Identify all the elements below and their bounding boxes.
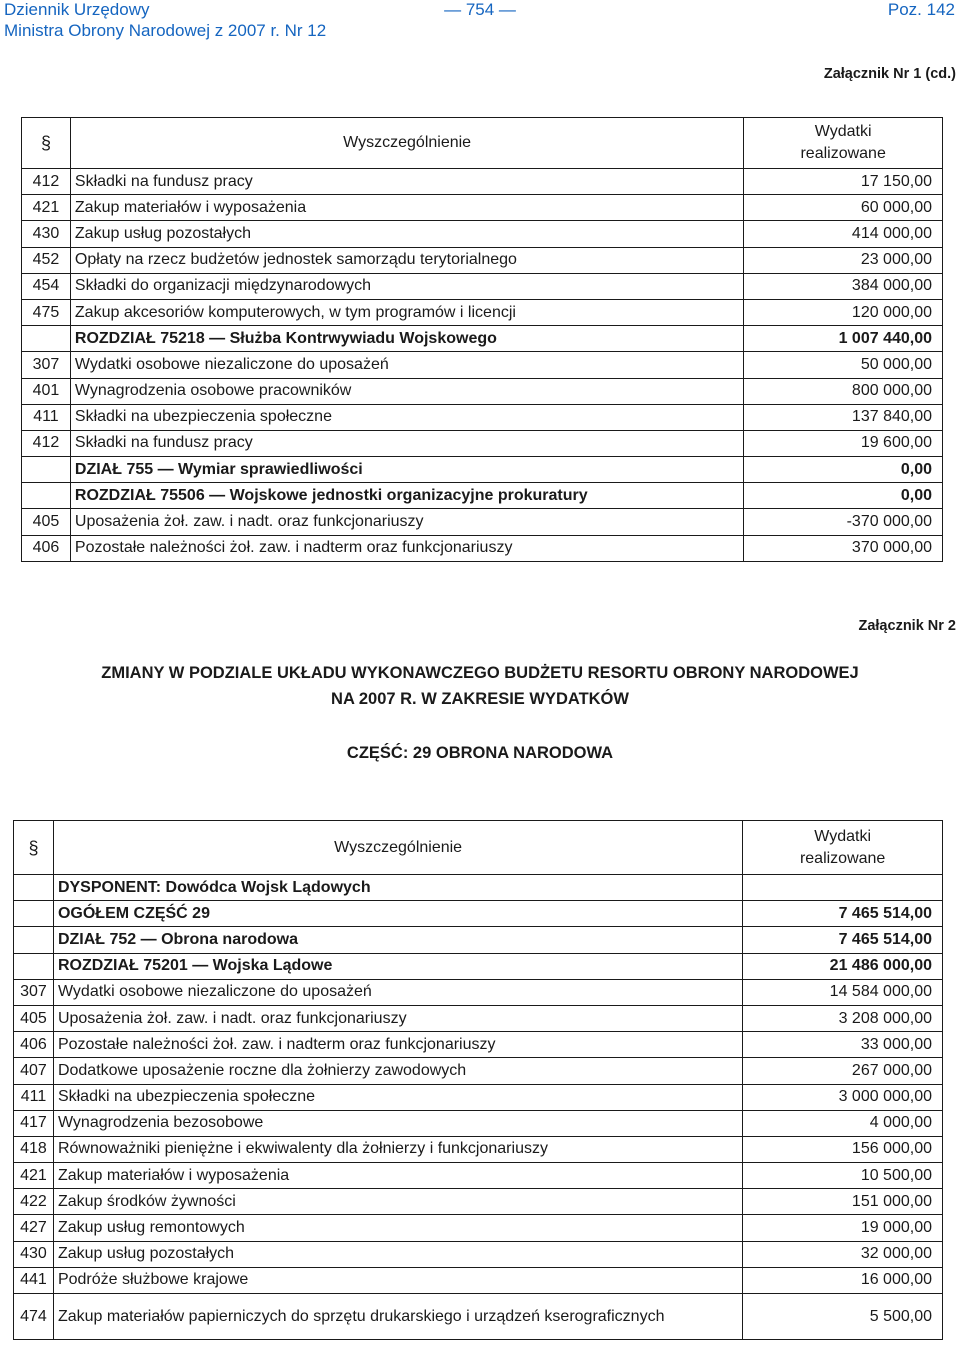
row-code: 411 [22,404,71,430]
row-description: Równoważniki pieniężne i ekwiwalenty dla żołnierzy i funkcjonariuszy [53,1136,742,1162]
row-code [14,875,54,901]
table-row [22,457,943,483]
row-amount: 1 007 440,00 [744,326,943,352]
table-row [22,273,943,299]
row-amount: 151 000,00 [743,1189,943,1215]
row-code: 412 [22,169,71,195]
table-row [14,953,943,979]
row-amount: 50 000,00 [744,352,943,378]
row-amount: 5 500,00 [743,1294,943,1340]
row-description: Składki na fundusz pracy [70,430,743,456]
amount-header [743,821,943,875]
row-amount: 370 000,00 [744,535,943,561]
row-code: 421 [22,195,71,221]
table-row [14,1136,943,1162]
row-code: 307 [14,979,54,1005]
row-amount: 3 208 000,00 [743,1005,943,1031]
annex1-label: Załącznik Nr 1 (cd.) [823,66,956,82]
row-amount: 384 000,00 [744,273,943,299]
row-code [22,483,71,509]
table-row [14,979,943,1005]
table-row [22,299,943,325]
row-description: DYSPONENT: Dowódca Wojsk Lądowych [53,875,742,901]
row-amount: 19 600,00 [744,430,943,456]
table-row [22,247,943,273]
amount-header [744,118,943,169]
row-amount: 7 465 514,00 [743,927,943,953]
table-row [22,535,943,561]
row-amount [743,875,943,901]
desc-header: Wyszczególnienie [53,821,742,875]
page-number: — 754 — [444,0,516,19]
row-amount: 120 000,00 [744,299,943,325]
row-code: 430 [14,1241,54,1267]
row-description: Zakup usług pozostałych [53,1241,742,1267]
row-code: 421 [14,1163,54,1189]
row-description: Pozostałe należności żoł. zaw. i nadterm oraz funkcjonariuszy [70,535,743,561]
amount-header-line1: Wydatki [814,827,872,845]
row-code: 441 [14,1267,54,1293]
row-amount: 4 000,00 [743,1110,943,1136]
row-description: Pozostałe należności żoł. zaw. i nadterm oraz funkcjonariuszy [53,1032,742,1058]
row-description: Składki na ubezpieczenia społeczne [53,1084,742,1110]
row-code: 307 [22,352,71,378]
row-amount: 7 465 514,00 [743,901,943,927]
row-code: 405 [14,1005,54,1031]
row-description: ROZDZIAŁ 75201 — Wojska Lądowe [53,953,742,979]
row-amount: 267 000,00 [743,1058,943,1084]
table-row [14,1005,943,1031]
row-amount: 14 584 000,00 [743,979,943,1005]
row-code: 401 [22,378,71,404]
row-code: 405 [22,509,71,535]
row-code: 452 [22,247,71,273]
row-amount: 10 500,00 [743,1163,943,1189]
row-amount: 3 000 000,00 [743,1084,943,1110]
table-row [14,1084,943,1110]
row-code: 454 [22,273,71,299]
row-code [14,953,54,979]
row-amount: 17 150,00 [744,169,943,195]
annex2-title-line2: NA 2007 R. W ZAKRESIE WYDATKÓW [331,690,629,708]
row-amount: -370 000,00 [744,509,943,535]
table-row [14,1215,943,1241]
table-row [14,927,943,953]
annex2-table [13,820,943,1340]
row-amount: 21 486 000,00 [743,953,943,979]
row-amount: 60 000,00 [744,195,943,221]
row-code [22,457,71,483]
row-description: Zakup akcesoriów komputerowych, w tym programów i licencji [70,299,743,325]
row-description: Zakup środków żywności [53,1189,742,1215]
table-row [22,483,943,509]
row-description: Dodatkowe uposażenie roczne dla żołnierzy zawodowych [53,1058,742,1084]
row-code: 411 [14,1084,54,1110]
row-code: 417 [14,1110,54,1136]
row-amount: 414 000,00 [744,221,943,247]
row-description: Uposażenia żoł. zaw. i nadt. oraz funkcjonariuszy [70,509,743,535]
row-amount: 137 840,00 [744,404,943,430]
row-code [14,927,54,953]
row-description: Składki na ubezpieczenia społeczne [70,404,743,430]
table-row [14,1294,943,1340]
table-row [14,1163,943,1189]
row-description: OGÓŁEM CZĘŚĆ 29 [53,901,742,927]
amount-header-line2: realizowane [800,145,886,162]
row-code [14,901,54,927]
journal-title: Dziennik Urzędowy [4,0,150,19]
row-amount: 0,00 [744,483,943,509]
table-row [14,1032,943,1058]
row-description: Uposażenia żoł. zaw. i nadt. oraz funkcjonariuszy [53,1005,742,1031]
position-number: Poz. 142 [887,0,955,19]
row-code [22,326,71,352]
para-header: § [22,118,71,169]
table-row [22,352,943,378]
table-row [14,1058,943,1084]
row-description: Opłaty na rzecz budżetów jednostek samorządu terytorialnego [70,247,743,273]
table-row [22,509,943,535]
amount-header-line1: Wydatki [814,123,872,140]
amount-header-line2: realizowane [799,849,886,867]
table-row [14,1189,943,1215]
row-description: Zakup materiałów i wyposażenia [70,195,743,221]
annex1-body [22,169,943,562]
annex2-section: CZĘŚĆ: 29 OBRONA NARODOWA [346,744,614,762]
row-description: Zakup materiałów papierniczych do sprzętu drukarskiego i urządzeń kserograficznych [53,1294,742,1340]
row-amount: 32 000,00 [743,1241,943,1267]
row-code: 474 [14,1294,54,1340]
row-description: Składki do organizacji międzynarodowych [70,273,743,299]
journal-subtitle: Ministra Obrony Narodowej z 2007 r. Nr 12 [4,21,327,40]
row-amount: 0,00 [744,457,943,483]
para-header: § [14,821,54,875]
row-code: 427 [14,1215,54,1241]
row-code: 406 [14,1032,54,1058]
row-description: ROZDZIAŁ 75218 — Służba Kontrwywiadu Wojskowego [70,326,743,352]
table-row [14,1267,943,1293]
table-row [22,221,943,247]
row-amount: 23 000,00 [744,247,943,273]
row-code: 475 [22,299,71,325]
row-amount: 156 000,00 [743,1136,943,1162]
annex2-body [14,875,943,1340]
row-amount: 19 000,00 [743,1215,943,1241]
row-amount: 16 000,00 [743,1267,943,1293]
desc-header: Wyszczególnienie [70,118,743,169]
row-amount: 33 000,00 [743,1032,943,1058]
row-description: Zakup materiałów i wyposażenia [53,1163,742,1189]
row-description: Zakup usług pozostałych [70,221,743,247]
row-description: Wydatki osobowe niezaliczone do uposażeń [53,979,742,1005]
row-description: Wydatki osobowe niezaliczone do uposażeń [70,352,743,378]
page-header [0,0,960,44]
table-row [22,169,943,195]
table-row [14,901,943,927]
row-description: ROZDZIAŁ 75506 — Wojskowe jednostki organizacyjne prokuratury [70,483,743,509]
row-description: DZIAŁ 752 — Obrona narodowa [53,927,742,953]
row-description: Wynagrodzenia bezosobowe [53,1110,742,1136]
row-code: 430 [22,221,71,247]
annex2-label: Załącznik Nr 2 [858,618,956,634]
annex2-title-line1: ZMIANY W PODZIALE UKŁADU WYKONAWCZEGO BUDŻETU RESORTU OBRONY NARODOWEJ [101,664,859,682]
annex1-table [21,117,943,562]
table-row [22,430,943,456]
table-row [22,195,943,221]
table-row [22,326,943,352]
table-row [22,404,943,430]
row-description: Podróże służbowe krajowe [53,1267,742,1293]
annex2-header-row [14,821,943,875]
row-code: 412 [22,430,71,456]
row-code: 422 [14,1189,54,1215]
row-description: Składki na fundusz pracy [70,169,743,195]
table-row [22,378,943,404]
row-amount: 800 000,00 [744,378,943,404]
row-description: Zakup usług remontowych [53,1215,742,1241]
row-code: 407 [14,1058,54,1084]
table-row [14,1110,943,1136]
table-row [14,875,943,901]
row-code: 418 [14,1136,54,1162]
annex1-header-row [22,118,943,169]
row-description: Wynagrodzenia osobowe pracowników [70,378,743,404]
row-description: DZIAŁ 755 — Wymiar sprawiedliwości [70,457,743,483]
row-code: 406 [22,535,71,561]
table-row [14,1241,943,1267]
